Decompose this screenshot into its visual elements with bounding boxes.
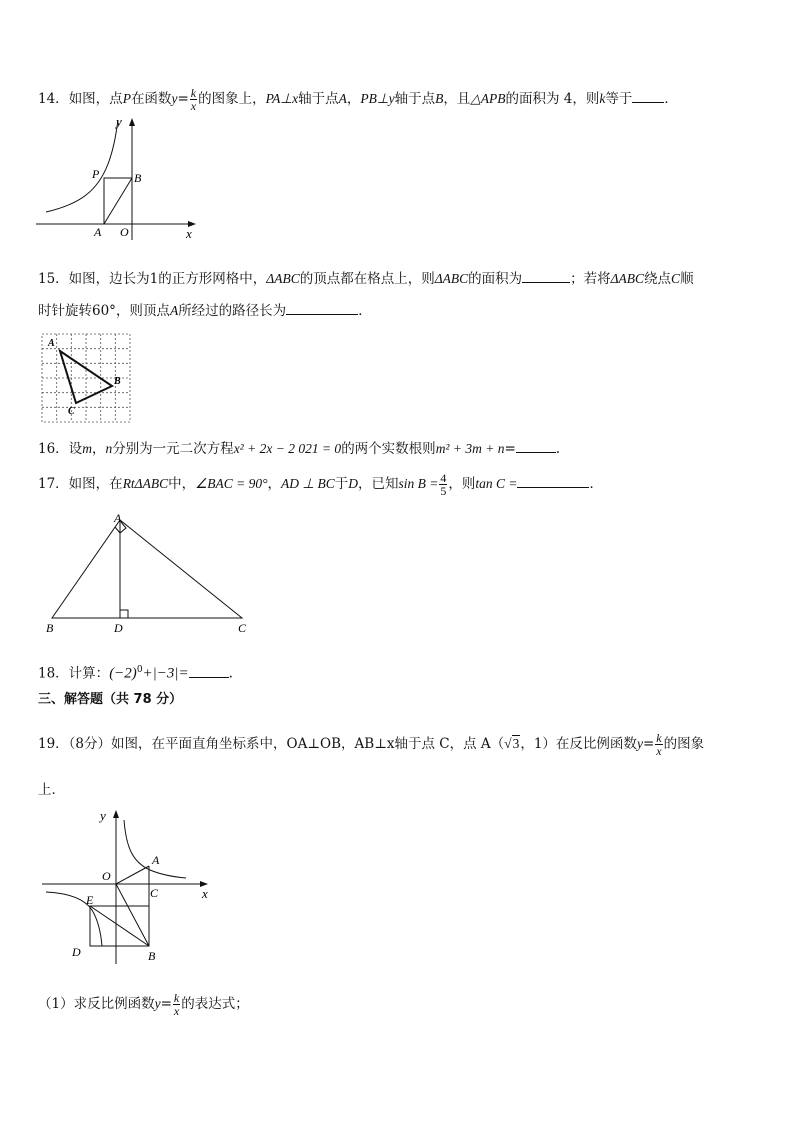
q16-text: 分别为一元二次方程: [112, 441, 234, 457]
q14-fraction: [190, 87, 197, 112]
q19-frac-num: k: [656, 731, 662, 745]
q15-text: 时针旋转: [38, 303, 92, 319]
segment-ab: [104, 178, 132, 224]
q15-triangle: ΔABC: [434, 271, 469, 286]
figure-15: [40, 332, 132, 424]
q15-end: ．: [358, 303, 372, 319]
q16-n: n: [105, 441, 113, 456]
q14-text: 在函数: [130, 91, 172, 107]
segment-oa: [116, 866, 149, 884]
label-b: B: [114, 376, 121, 387]
question-16: [38, 438, 560, 459]
q14-point-b: B: [435, 91, 444, 106]
q14-pa: PA⊥x: [265, 91, 299, 106]
label-e: E: [86, 893, 94, 907]
q16-text: 16．设: [38, 441, 83, 457]
label-c: C: [238, 621, 247, 635]
q18-text: 18．计算：: [38, 665, 110, 682]
q14-text: ，且: [443, 91, 471, 107]
label-x: x: [202, 886, 208, 901]
question-14: [38, 87, 678, 112]
segment-ob: [116, 884, 149, 946]
q15-text: 所经过的路径长为: [178, 303, 287, 319]
q19-text: ，1）在反比例函数: [520, 736, 637, 752]
q19-eq: =: [642, 736, 655, 752]
label-c: C: [68, 406, 75, 417]
q16-eq: =: [504, 441, 516, 457]
label-b: B: [148, 949, 156, 963]
q17-text: 于: [334, 476, 349, 492]
q17-triangle: RtΔABC: [122, 476, 169, 491]
q19-1-text: 的表达式；: [181, 996, 249, 1012]
q14-text: 的面积为 4，则: [505, 91, 600, 107]
q15-text: 15．如图，边长为1的正方形网格中，: [38, 271, 267, 287]
label-p: P: [92, 167, 100, 181]
label-y: y: [100, 808, 106, 823]
q17-tan: tan C =: [475, 476, 518, 491]
question-19-line1: 19．（8分）如图，在平面直角坐标系中，OA⊥OB，AB⊥x轴于点 C，点 A（√3，1）在反比例函数y= $\frac{k}{x}$ 的图象: [38, 731, 705, 758]
q14-comma: ，: [346, 91, 361, 107]
answer-blank[interactable]: [189, 663, 229, 678]
q17-point-d: D: [348, 476, 358, 491]
q19-1-y: y: [154, 996, 161, 1011]
q14-text: 轴于点: [298, 91, 339, 107]
q14-eq: =: [177, 91, 189, 107]
q14-number: 14．: [38, 91, 69, 107]
q16-comma: ，: [91, 441, 106, 457]
q14-fn-y: y: [171, 91, 178, 106]
label-a: A: [48, 338, 55, 349]
q19-fraction: [655, 732, 662, 757]
q16-m: m: [82, 441, 92, 456]
question-19-part1: [38, 992, 249, 1017]
figure-17: [44, 512, 254, 638]
q18-expr: (−2): [109, 665, 137, 682]
figure-19: [38, 806, 218, 968]
q14-text: 等于: [605, 91, 633, 107]
q17-fraction: [439, 472, 447, 497]
q14-point-a: A: [338, 91, 347, 106]
y-axis-arrow-icon: [129, 118, 135, 126]
hyperbola-curve: [46, 120, 118, 212]
figure-14: [36, 112, 201, 242]
right-angle-mark-d: [120, 610, 128, 618]
q14-triangle: △APB: [470, 91, 506, 106]
label-b: B: [46, 621, 54, 635]
q19-sqrt: 3: [512, 736, 520, 751]
q15-degree: 60°: [92, 303, 116, 319]
label-b: B: [134, 171, 142, 185]
q14-pb: PB⊥y: [360, 91, 395, 106]
triangle-abc: [52, 520, 242, 618]
label-a: A: [152, 853, 160, 867]
q17-sin: sin B =: [398, 476, 439, 491]
q15-text: 顺: [680, 271, 694, 287]
q17-text: ，: [267, 476, 281, 492]
q15-text: 的顶点都在格点上，则: [299, 271, 435, 287]
q15-text: ；若将: [570, 271, 611, 287]
q18-exponent: 0: [136, 665, 143, 675]
answer-blank[interactable]: [517, 473, 589, 488]
q15-triangle: ΔABC: [610, 271, 645, 286]
q14-frac-den: x: [190, 99, 197, 113]
q14-k: k: [599, 91, 606, 106]
q15-point-c: C: [671, 271, 681, 286]
q16-equation: x² + 2x − 2 021 = 0: [233, 441, 342, 456]
question-19-line2: 上．: [38, 782, 65, 798]
q16-end: .: [555, 441, 561, 457]
q17-text: ，则: [448, 476, 476, 492]
q17-frac-den: 5: [440, 484, 447, 498]
label-a: A: [94, 225, 102, 239]
q17-text: ，已知: [357, 476, 399, 492]
label-c: C: [150, 886, 159, 900]
q19-1-frac-num: k: [173, 991, 180, 1005]
question-15-line1: [38, 268, 694, 289]
q14-text: 如图，点: [68, 91, 123, 107]
q14-text: 轴于点: [394, 91, 436, 107]
label-o: O: [120, 225, 129, 239]
q17-frac-num: 4: [440, 471, 447, 485]
q15-text: ，则顶点: [115, 303, 170, 319]
label-y: y: [116, 114, 122, 129]
q19-1-eq: =: [160, 996, 172, 1012]
q19-text: 的图象: [663, 736, 705, 752]
q18-end: .: [228, 665, 233, 682]
q19-1-frac-den: x: [173, 1004, 180, 1018]
q17-text: 中，: [168, 476, 196, 492]
q15-point-a: A: [169, 303, 179, 318]
q19-1-fraction: [173, 992, 180, 1017]
q17-perp: AD ⊥ BC: [280, 476, 335, 491]
y-axis-arrow-icon: [113, 810, 119, 818]
q14-frac-num: k: [190, 86, 197, 100]
q19-frac-den: x: [656, 744, 662, 758]
q16-expression: m² + 3m + n: [435, 441, 505, 456]
q14-end: ．: [664, 91, 678, 107]
label-o: O: [102, 869, 111, 883]
question-15-line2: [38, 300, 372, 321]
q14-text: 的图象上，: [198, 91, 266, 107]
q14-point-p: P: [122, 91, 131, 106]
q15-text: 的面积为: [468, 271, 523, 287]
answer-blank[interactable]: [516, 438, 556, 453]
q18-expr: +|−3|=: [142, 665, 189, 682]
question-17: [38, 472, 603, 497]
question-18: [38, 660, 233, 684]
q16-text: 的两个实数根则: [341, 441, 436, 457]
q17-angle: ∠BAC = 90°: [195, 476, 268, 491]
q15-triangle: ΔABC: [266, 271, 300, 286]
q19-y: y: [636, 736, 643, 751]
q19-1-text: （1）求反比例函数: [38, 996, 155, 1012]
hyperbola-q3: [46, 892, 102, 946]
label-x: x: [186, 226, 192, 241]
q17-end: ．: [589, 476, 603, 492]
hyperbola-q1: [124, 820, 186, 878]
answer-blank[interactable]: [522, 268, 570, 283]
answer-blank[interactable]: [632, 88, 664, 103]
label-a: A: [114, 511, 122, 525]
q17-text: 17．如图，在: [38, 476, 123, 492]
label-d: D: [72, 945, 81, 959]
label-d: D: [114, 621, 123, 635]
q15-text: 绕点: [644, 271, 672, 287]
section-heading: 三、解答题（共 78 分）: [38, 692, 183, 707]
answer-blank[interactable]: [286, 300, 358, 315]
q19-text: 19．（8分）如图，在平面直角坐标系中，OA⊥OB，AB⊥x轴于点 C，点 A（: [38, 736, 505, 752]
